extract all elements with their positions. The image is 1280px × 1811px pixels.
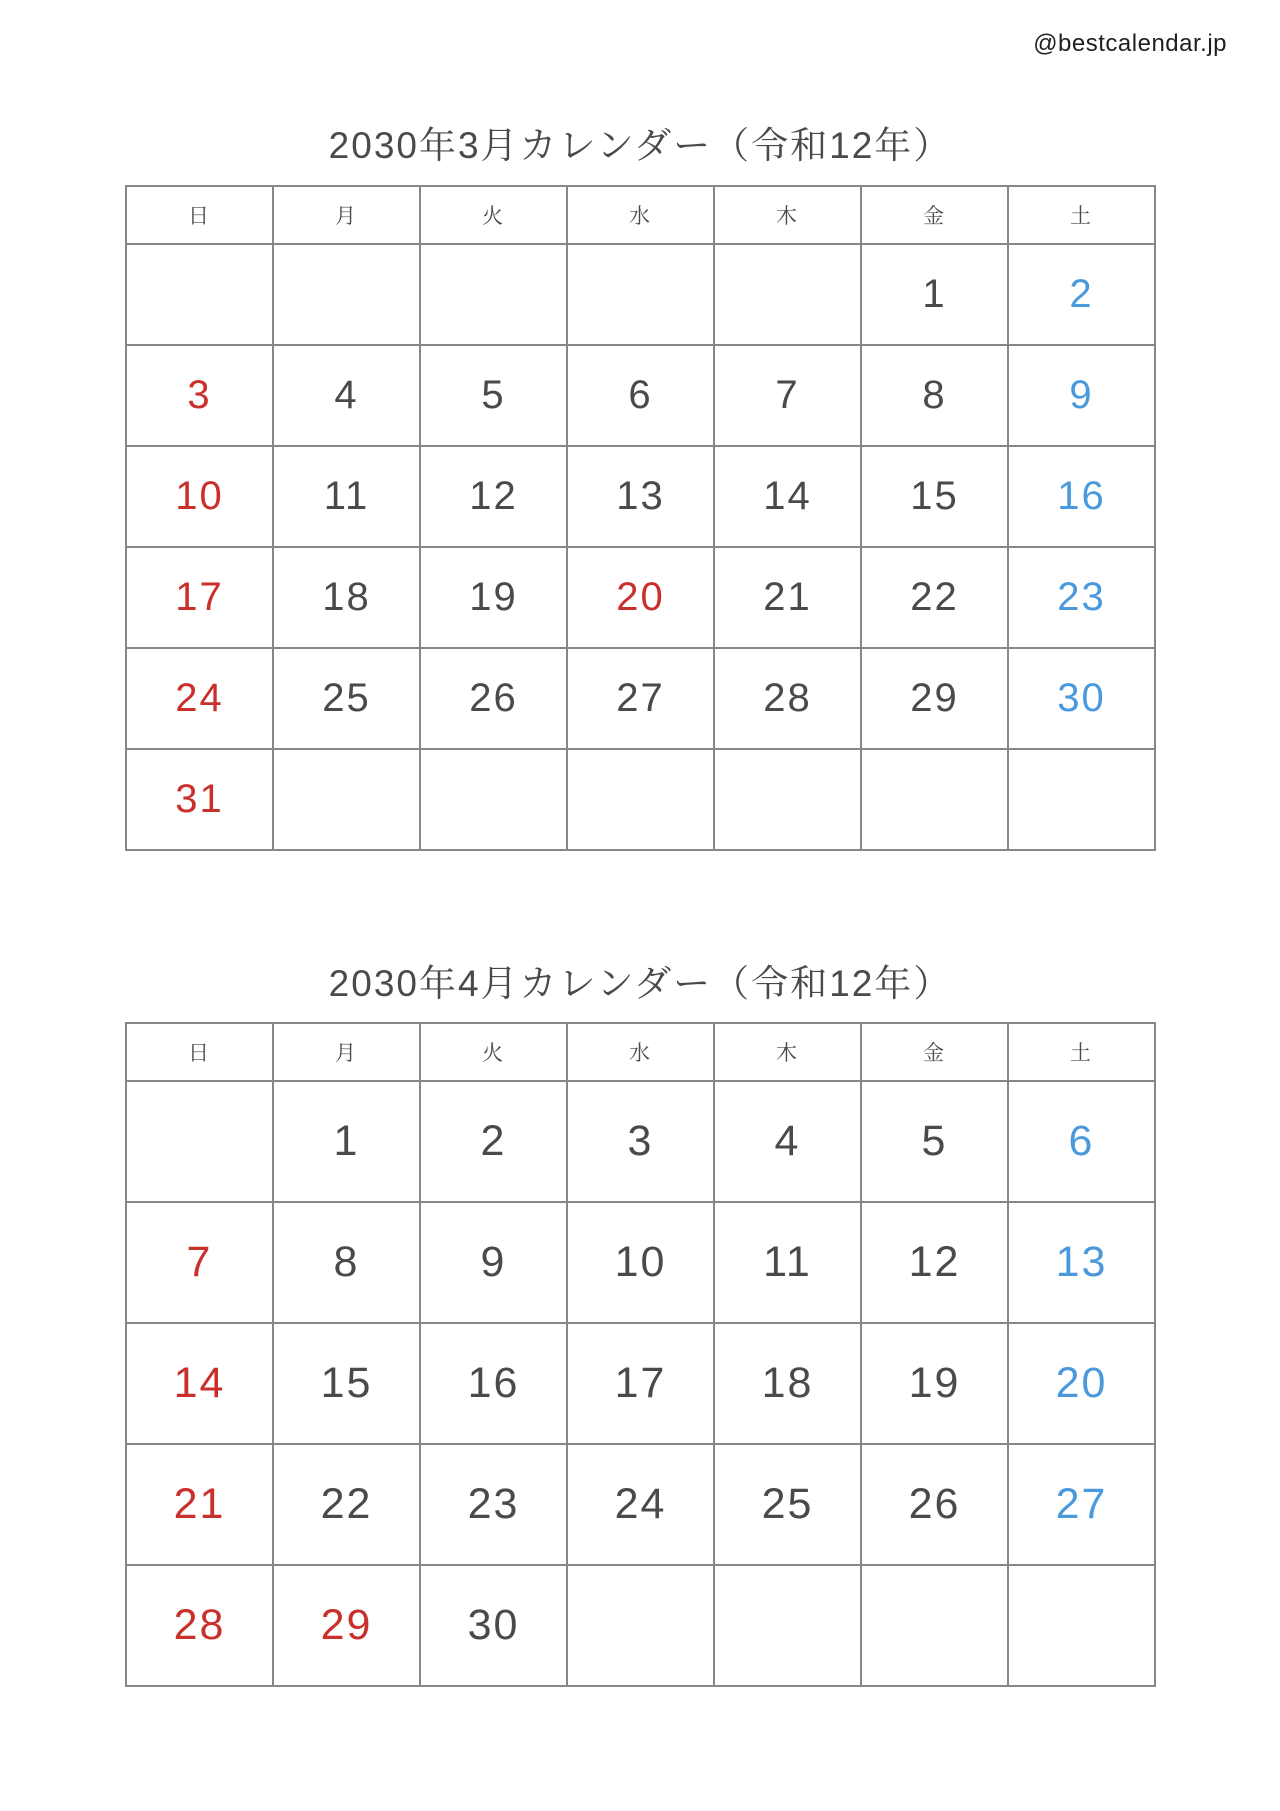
day-cell: 10 [567, 1202, 714, 1323]
week-row [126, 1081, 1155, 1202]
empty-cell [567, 1565, 714, 1686]
day-cell: 15 [861, 446, 1008, 547]
day-cell: 26 [420, 648, 567, 749]
day-cell: 6 [1008, 1081, 1155, 1202]
day-cell: 7 [714, 345, 861, 446]
empty-cell [567, 244, 714, 345]
day-cell: 27 [1008, 1444, 1155, 1565]
weekday-header: 日 [126, 186, 273, 244]
day-cell: 21 [126, 1444, 273, 1565]
day-cell: 30 [1008, 648, 1155, 749]
day-cell: 10 [126, 446, 273, 547]
day-cell: 8 [861, 345, 1008, 446]
day-cell: 27 [567, 648, 714, 749]
day-cell: 28 [714, 648, 861, 749]
week-row [126, 749, 1155, 850]
day-cell: 16 [420, 1323, 567, 1444]
day-cell: 14 [126, 1323, 273, 1444]
day-cell: 2 [1008, 244, 1155, 345]
weekday-header: 土 [1008, 1023, 1155, 1081]
day-cell: 28 [126, 1565, 273, 1686]
weekday-header: 月 [273, 1023, 420, 1081]
day-cell: 14 [714, 446, 861, 547]
day-cell: 25 [273, 648, 420, 749]
day-cell: 22 [273, 1444, 420, 1565]
empty-cell [714, 244, 861, 345]
calendar-table-march [125, 185, 1156, 851]
day-cell: 31 [126, 749, 273, 850]
day-cell: 18 [273, 547, 420, 648]
day-cell: 29 [861, 648, 1008, 749]
day-cell: 4 [273, 345, 420, 446]
day-cell: 26 [861, 1444, 1008, 1565]
weekday-header: 水 [567, 186, 714, 244]
day-cell: 11 [273, 446, 420, 547]
week-row [126, 547, 1155, 648]
day-cell: 1 [861, 244, 1008, 345]
day-cell: 22 [861, 547, 1008, 648]
day-cell: 19 [420, 547, 567, 648]
week-row [126, 648, 1155, 749]
day-cell: 11 [714, 1202, 861, 1323]
day-cell: 13 [567, 446, 714, 547]
day-cell: 2 [420, 1081, 567, 1202]
day-cell: 9 [420, 1202, 567, 1323]
empty-cell [567, 749, 714, 850]
weekday-header: 火 [420, 1023, 567, 1081]
calendar-table-april [125, 1022, 1156, 1687]
day-cell: 6 [567, 345, 714, 446]
empty-cell [1008, 749, 1155, 850]
week-row [126, 1565, 1155, 1686]
calendar-title-april: 2030年4月カレンダー（令和12年） [328, 962, 953, 1004]
day-cell: 19 [861, 1323, 1008, 1444]
day-cell: 17 [567, 1323, 714, 1444]
day-cell: 16 [1008, 446, 1155, 547]
day-cell: 21 [714, 547, 861, 648]
weekday-header: 金 [861, 186, 1008, 244]
day-cell: 5 [420, 345, 567, 446]
day-cell: 4 [714, 1081, 861, 1202]
empty-cell [1008, 1565, 1155, 1686]
weekday-header: 木 [714, 186, 861, 244]
weekday-header: 日 [126, 1023, 273, 1081]
day-cell: 9 [1008, 345, 1155, 446]
site-watermark: @bestcalendar.jp [1033, 30, 1227, 57]
week-row [126, 345, 1155, 446]
day-cell: 24 [567, 1444, 714, 1565]
empty-cell [126, 244, 273, 345]
day-cell: 20 [1008, 1323, 1155, 1444]
empty-cell [273, 749, 420, 850]
weekday-header-row [126, 1023, 1155, 1081]
day-cell: 23 [1008, 547, 1155, 648]
weekday-header-row [126, 186, 1155, 244]
empty-cell [861, 749, 1008, 850]
weekday-header: 火 [420, 186, 567, 244]
day-cell: 30 [420, 1565, 567, 1686]
day-cell: 3 [567, 1081, 714, 1202]
empty-cell [420, 244, 567, 345]
weekday-header: 土 [1008, 186, 1155, 244]
week-row [126, 1202, 1155, 1323]
empty-cell [420, 749, 567, 850]
week-row [126, 1323, 1155, 1444]
week-row [126, 244, 1155, 345]
day-cell: 17 [126, 547, 273, 648]
day-cell: 25 [714, 1444, 861, 1565]
day-cell: 23 [420, 1444, 567, 1565]
empty-cell [714, 1565, 861, 1686]
empty-cell [273, 244, 420, 345]
empty-cell [861, 1565, 1008, 1686]
day-cell: 1 [273, 1081, 420, 1202]
week-row [126, 1444, 1155, 1565]
empty-cell [126, 1081, 273, 1202]
day-cell: 29 [273, 1565, 420, 1686]
day-cell: 8 [273, 1202, 420, 1323]
day-cell: 12 [861, 1202, 1008, 1323]
week-row [126, 446, 1155, 547]
day-cell: 7 [126, 1202, 273, 1323]
calendar-title-march: 2030年3月カレンダー（令和12年） [328, 124, 953, 166]
day-cell: 5 [861, 1081, 1008, 1202]
weekday-header: 水 [567, 1023, 714, 1081]
weekday-header: 月 [273, 186, 420, 244]
day-cell: 18 [714, 1323, 861, 1444]
day-cell: 15 [273, 1323, 420, 1444]
day-cell: 20 [567, 547, 714, 648]
day-cell: 13 [1008, 1202, 1155, 1323]
day-cell: 12 [420, 446, 567, 547]
empty-cell [714, 749, 861, 850]
weekday-header: 木 [714, 1023, 861, 1081]
weekday-header: 金 [861, 1023, 1008, 1081]
day-cell: 24 [126, 648, 273, 749]
day-cell: 3 [126, 345, 273, 446]
